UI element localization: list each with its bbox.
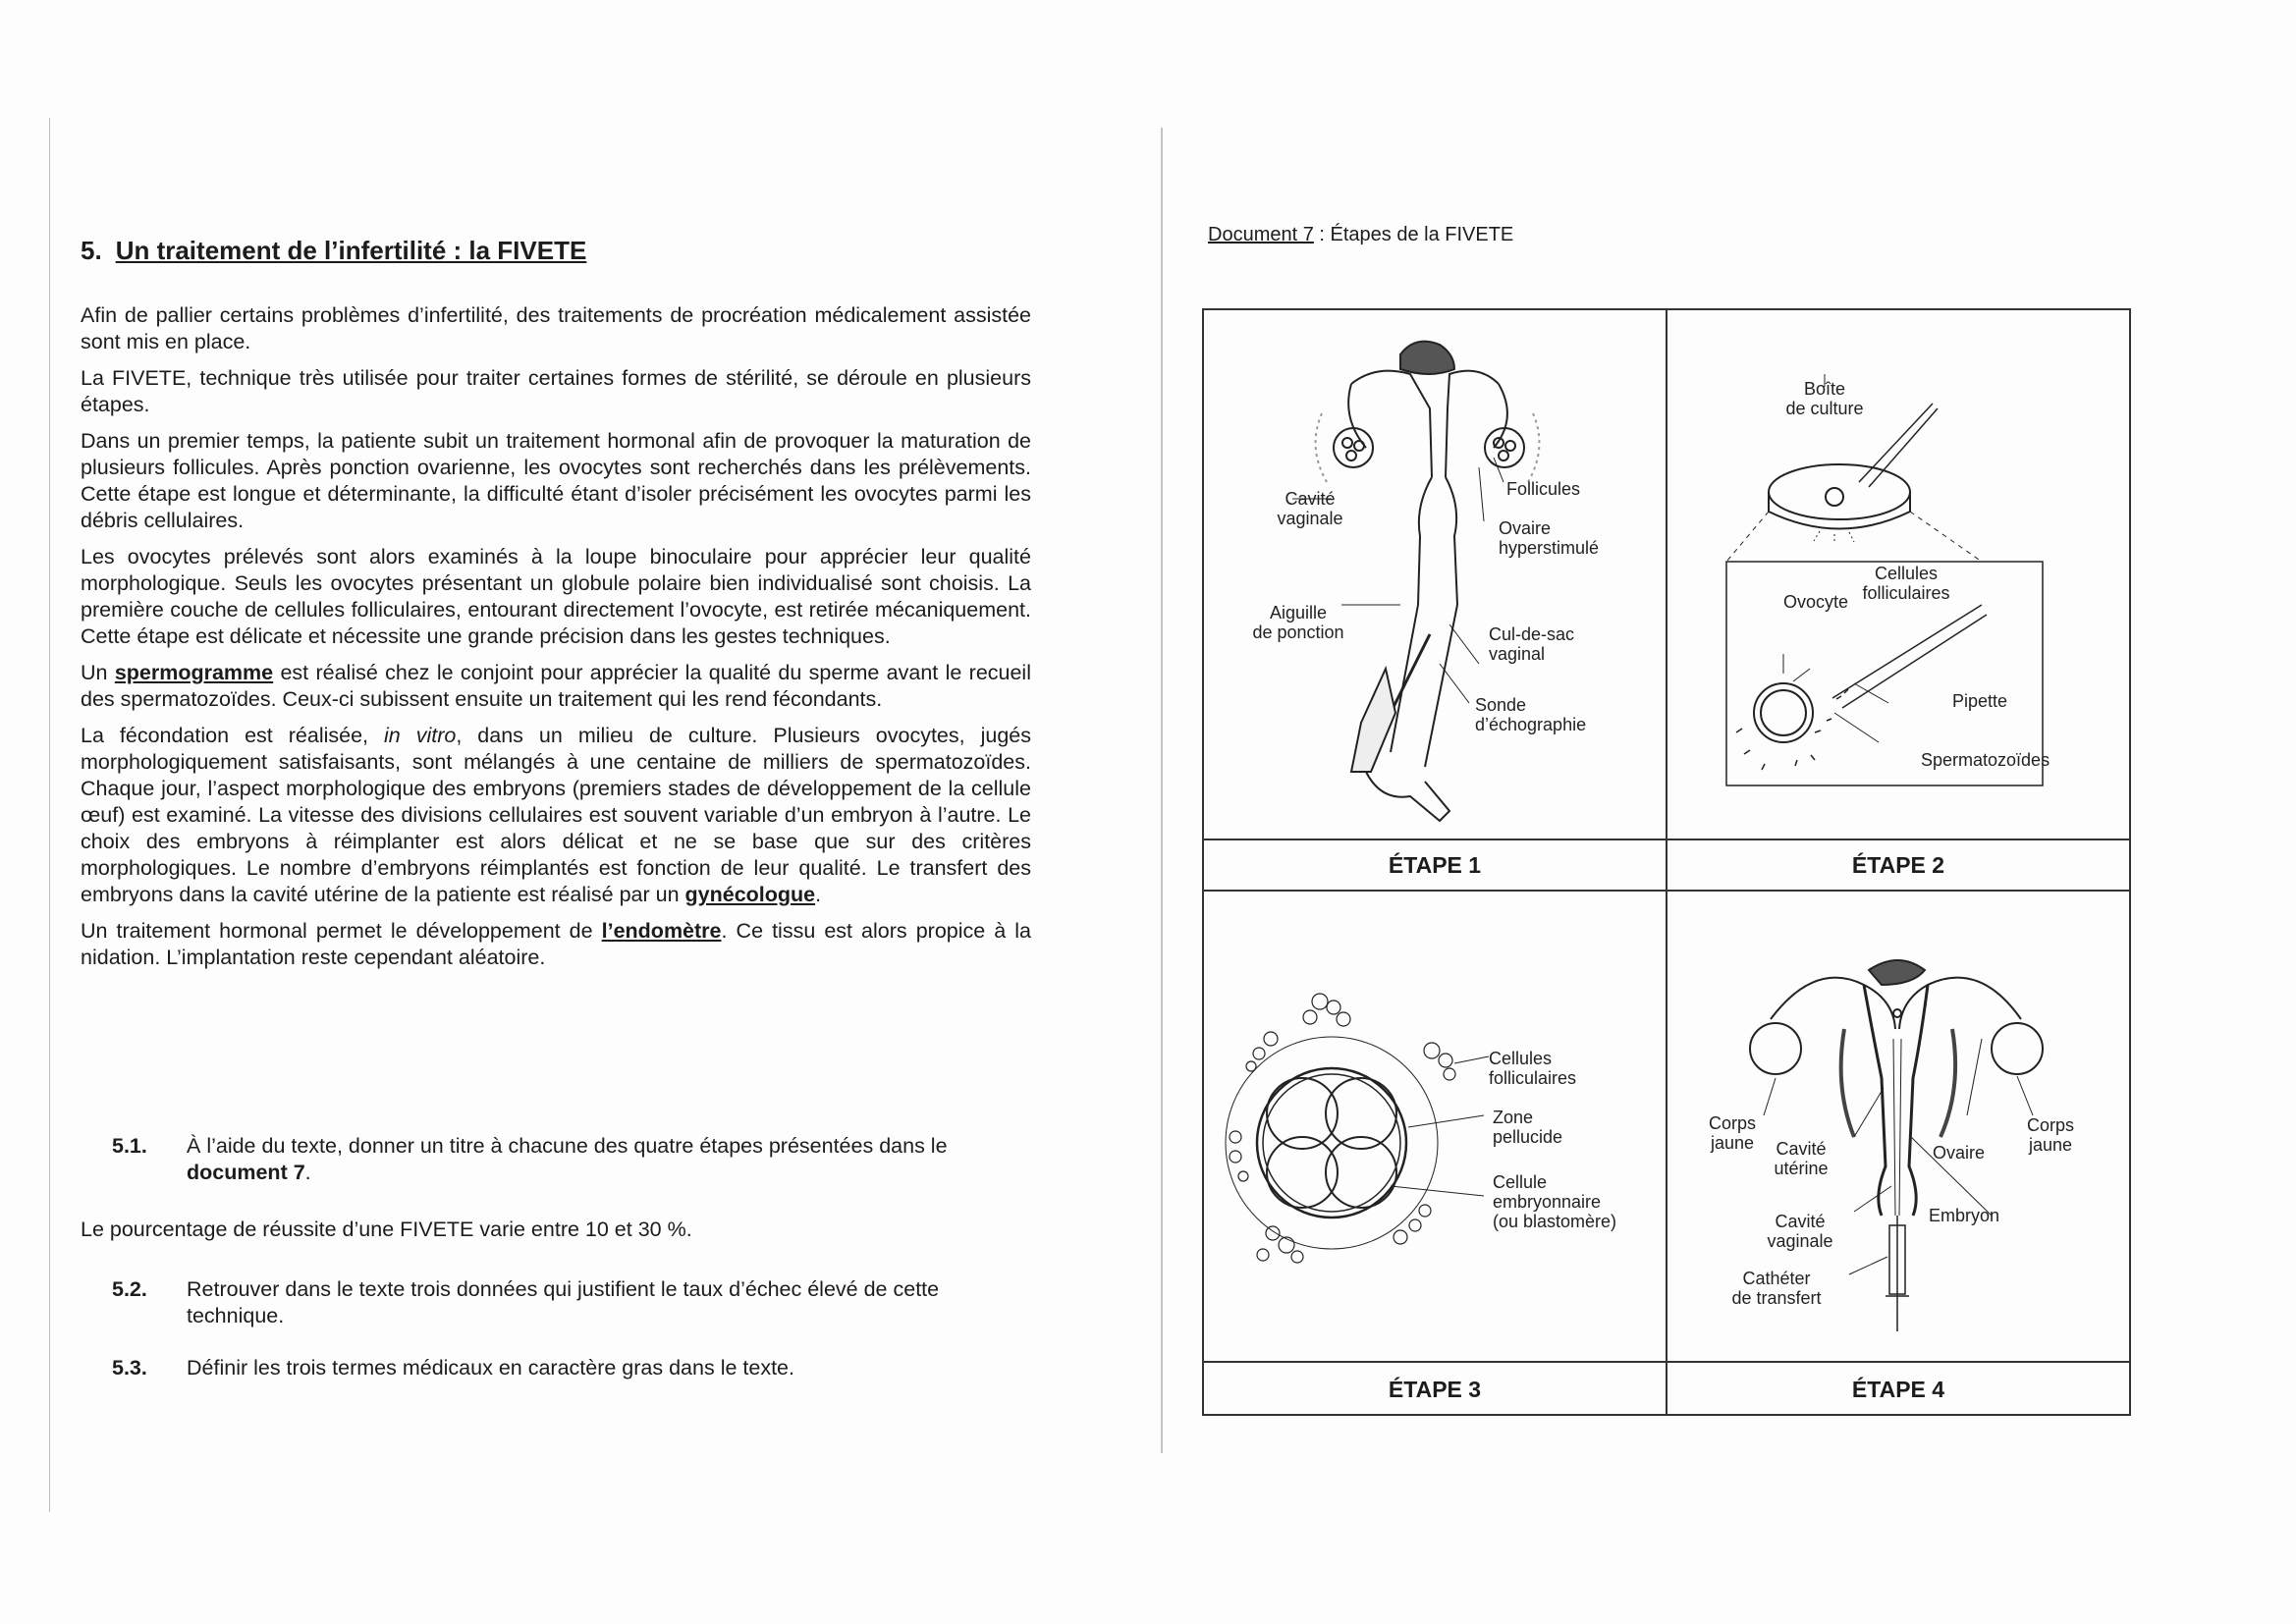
p7-text-a: Un traitement hormonal permet le développement de [81, 919, 602, 943]
question-text: Définir les trois termes médicaux en caractère gras dans le texte. [187, 1356, 794, 1380]
term-endometre: l’endomètre [601, 919, 722, 943]
paragraph-2: La FIVETE, technique très utilisée pour traiter certaines formes de stérilité, se déroule en plusieurs étapes. [81, 366, 1031, 416]
p6-text-a: La fécondation est réalisée, [81, 724, 384, 747]
label-pipette: Pipette [1952, 691, 2008, 711]
question-text [187, 1133, 1031, 1186]
step-2-label: ÉTAPE 2 [1851, 852, 1945, 878]
document-heading: Étapes de la FIVETE [1330, 224, 1514, 245]
paragraph-5 [81, 660, 1031, 713]
label-cellules-folliculaires: Cellules folliculaires [1862, 564, 1950, 603]
question-number: 5.1. [112, 1134, 147, 1158]
section-number: 5. [81, 236, 102, 265]
p6-italic: in vitro [384, 724, 457, 747]
label-embryon: Embryon [1929, 1206, 2000, 1225]
paragraph-7 [81, 918, 1031, 971]
step-4-label: ÉTAPE 4 [1851, 1377, 1945, 1402]
paragraph-4: Les ovocytes prélevés sont alors examinés à la loupe binoculaire pour apprécier leur qualité morphologique. Seuls les ovocytes présentant un globule polaire bien individualisé sont choisis. La première couche de cellules folliculaires, entourant directement l’ovocyte, est retirée mécaniquement. Cette étape est délicate et nécessite une grande précision dans les gestes techniques. [81, 545, 1031, 648]
grid-divider [1204, 1361, 2129, 1363]
page-fold [1161, 128, 1163, 1453]
label-sonde-echographie: Sonde d’échographie [1475, 695, 1587, 734]
label-cul-de-sac-vaginal: Cul-de-sac vaginal [1489, 624, 1575, 664]
question-text: Retrouver dans le texte trois données qui justifient le taux d’échec élevé de cette technique. [187, 1277, 940, 1327]
label-cavite-vaginale-4: Cavité vaginale [1767, 1212, 1833, 1251]
document-sep: : [1313, 224, 1331, 245]
document-ref: Document 7 [1208, 224, 1314, 245]
margin-rule [49, 118, 50, 1512]
term-spermogramme: spermogramme [114, 661, 274, 684]
label-cavite-uterine: Cavité utérine [1774, 1139, 1829, 1178]
paragraph-1: Afin de pallier certains problèmes d’infertilité, des traitements de procréation médicalement assistée sont mis en place. [81, 303, 1031, 353]
p6-text-b: , dans un milieu de culture. Plusieurs ovocytes, jugés morphologiquement satisfaisants, sont mélangés à une centaine de milliers de spermatozoïdes. Chaque jour, l’aspect morphologique des embryons (premiers stades de développement de la cellule œuf) est examiné. La vitesse des divisions cellulaires est souvent variable d’un embryon à l’autre. Le choix des embryons à réimplanter est alors délicat et ne se base que sur des critères morphologiques. Le nombre d’embryons réimplantés est fonction de leur qualité. Le transfert des embryons dans la cavité utérine de la patiente est réalisé par un [81, 724, 1031, 906]
label-spermatozoides: Spermatozoïdes [1921, 750, 2050, 770]
paragraph-6 [81, 723, 1031, 908]
section-heading: Un traitement de l’infertilité : la FIVETE [115, 236, 587, 265]
grid-divider [1204, 839, 2129, 840]
label-ovocyte: Ovocyte [1783, 592, 1849, 612]
steps-figure-grid [1202, 308, 2131, 1416]
section-body [81, 302, 1031, 981]
term-gynecologue: gynécologue [684, 883, 816, 906]
label-corps-jaune-right: Corps jaune [2026, 1115, 2074, 1155]
label-corps-jaune-left: Corps jaune [1708, 1113, 1756, 1153]
step-1-label: ÉTAPE 1 [1388, 852, 1482, 878]
paragraph-3: Dans un premier temps, la patiente subit un traitement hormonal afin de provoquer la maturation de plusieurs follicules. Après ponction ovarienne, les ovocytes sont recherchés dans les prélèvements. Cette étape est longue et déterminante, la difficulté étant d’isoler précisément les ovocytes parmi les débris cellulaires. [81, 429, 1031, 532]
p7-text-b: . Ce tissu est alors propice à la nidation. L’implantation reste cependant aléatoire. [81, 919, 1031, 969]
label-boite-de-culture: Boîte de culture [1785, 379, 1864, 418]
step-3-label: ÉTAPE 3 [1388, 1377, 1482, 1402]
question-number: 5.2. [112, 1277, 147, 1301]
step-1-illustration [1204, 310, 1666, 837]
label-cellule-embryonnaire: Cellule embryonnaire (ou blastomère) [1493, 1172, 1617, 1231]
q1-text-b: . [304, 1161, 311, 1184]
label-zone-pellucide: Zone pellucide [1493, 1108, 1563, 1147]
label-cavite-vaginale: Cavité vaginale [1277, 489, 1343, 528]
p5-text-a: Un [81, 661, 115, 684]
label-cellules-folliculaires-3: Cellules folliculaires [1489, 1049, 1577, 1088]
q1-bold: document 7 [187, 1161, 305, 1184]
label-aiguille-de-ponction: Aiguille de ponction [1252, 603, 1344, 642]
label-ovaire-hyperstimule: Ovaire hyperstimulé [1499, 518, 1600, 558]
section-title [81, 236, 586, 266]
question-number: 5.3. [112, 1356, 147, 1380]
p6-text-c: . [815, 883, 822, 906]
step-3-illustration [1204, 892, 1666, 1359]
q1-text-a: À l’aide du texte, donner un titre à chacune des quatre étapes présentées dans le [187, 1134, 948, 1158]
success-rate-note: Le pourcentage de réussite d’une FIVETE varie entre 10 et 30 %. [81, 1218, 692, 1241]
label-ovaire: Ovaire [1933, 1143, 1986, 1163]
label-follicules: Follicules [1506, 479, 1581, 499]
document-title [1208, 224, 1513, 246]
label-catheter-de-transfert: Cathéter de transfert [1731, 1269, 1822, 1308]
p5-text-b: est réalisé chez le conjoint pour apprécier la qualité du sperme avant le recueil des spermatozoïdes. Ceux-ci subissent ensuite un traitement qui les rend fécondants. [81, 661, 1031, 711]
